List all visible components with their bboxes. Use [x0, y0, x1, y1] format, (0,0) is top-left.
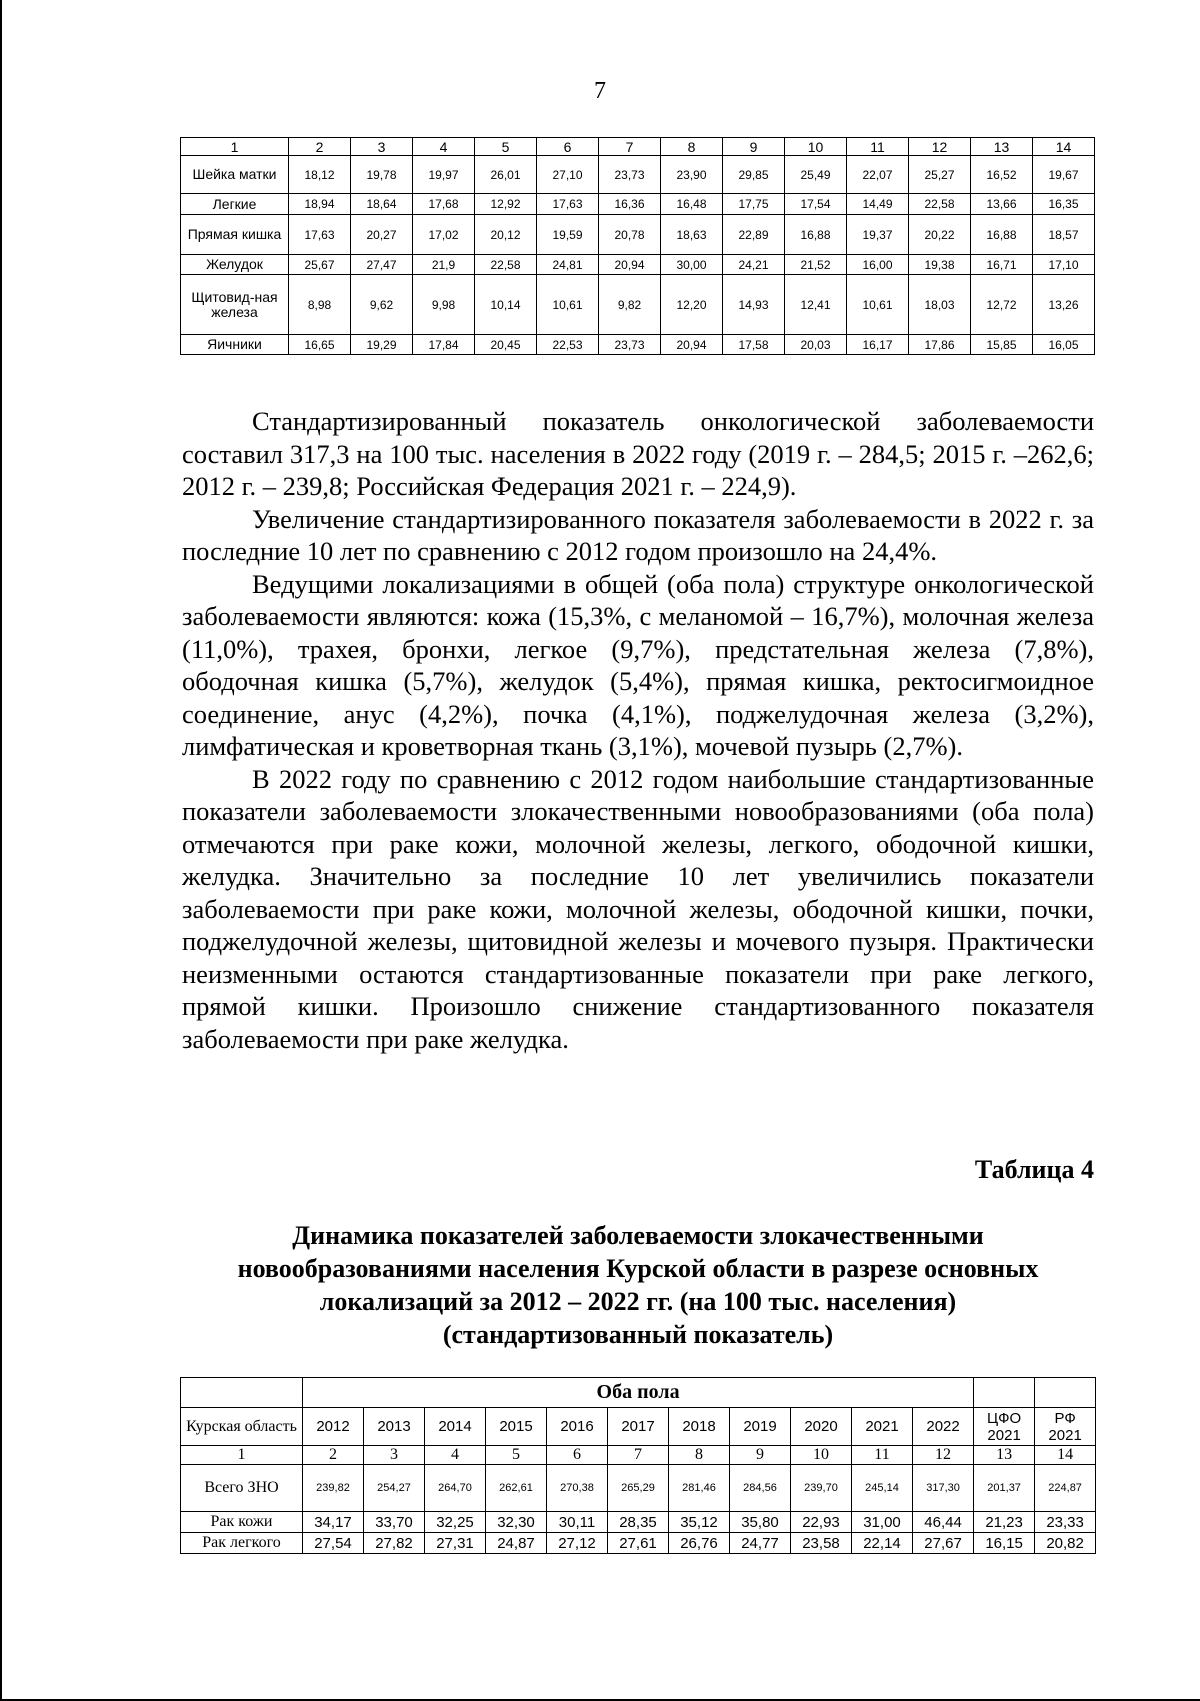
table-row: Всего ЗНО 239,82 254,27 264,70 262,61 270,38 265,29 281,46 284,56 239,70 245,14 317,30 201,37 224,87: [181, 1465, 1096, 1512]
table-row: Желудок 25,67 27,47 21,9 22,58 24,81 20,94 30,00 24,21 21,52 16,00 19,38 16,71 17,10: [181, 255, 1095, 275]
table-4: [180, 1377, 1096, 1554]
table-3-continuation: [180, 137, 1095, 355]
group-header: Оба пола: [303, 1378, 974, 1408]
row-label: Рак легкого: [181, 1533, 303, 1554]
paragraph: Стандартизированный показатель онкологической заболеваемости составил 317,3 на 100 тыс. населения в 2022 году (2019 г. – 284,5; 2015 г. –262,6; 2012 г. – 239,8; Российская Федерация 2021 г. – 224,9).: [182, 406, 1094, 501]
region-label: Курская область: [181, 1408, 303, 1446]
table-4-year-row: Курская область 2012 2013 2014 2015 2016 2017 2018 2019 2020 2021 2022 ЦФО 2021 РФ 2021: [181, 1408, 1096, 1446]
row-label: Яичники: [181, 335, 289, 355]
table-row: Рак легкого 27,54 27,82 27,31 24,87 27,12 27,61 26,76 24,77 23,58 22,14 27,67 16,15 20,82: [181, 1533, 1096, 1554]
table-row: Прямая кишка 17,63 20,27 17,02 20,12 19,59 20,78 18,63 22,89 16,88 19,37 20,22 16,88 18,57: [181, 215, 1095, 255]
table-4-title: Динамика показателей заболеваемости злокачественными новообразованиями населения Курской области в разрезе основных локализаций за 2012 – 2022 гг. (на 100 тыс. населения) (стандартизованный показатель): [237, 1221, 1039, 1349]
table-row: Шейка матки 18,12 19,78 19,97 26,01 27,10 23,73 23,90 29,85 25,49 22,07 25,27 16,52 19,67: [181, 156, 1095, 194]
row-label: Рак кожи: [181, 1512, 303, 1533]
table-row: Легкие 18,94 18,64 17,68 12,92 17,63 16,36 16,48 17,75 17,54 14,49 22,58 13,66 16,35: [181, 194, 1095, 215]
table-row: Яичники 16,65 19,29 17,84 20,45 22,53 23,73 20,94 17,58 20,03 16,17 17,86 15,85 16,05: [181, 335, 1095, 355]
table-row: Щитовид-ная железа 8,98 9,62 9,98 10,14 10,61 9,82 12,20 14,93 12,41 10,61 18,03 12,72 13,26: [181, 275, 1095, 335]
cfo-header: ЦФО 2021: [974, 1408, 1035, 1446]
body-text: [182, 405, 1094, 1055]
table-4-index-row: 1 2 3 4 5 6 7 8 9 10 11 12 13 14: [181, 1446, 1096, 1465]
row-label: Шейка матки: [181, 156, 289, 194]
paragraph: Увеличение стандартизированного показателя заболеваемости в 2022 г. за последние 10 лет по сравнению с 2012 годом произошло на 24,4%.: [182, 503, 1094, 566]
row-label: Всего ЗНО: [181, 1465, 303, 1512]
table-4-caption: Таблица 4: [974, 1155, 1094, 1184]
paragraph: Ведущими локализациями в общей (оба пола) структуре онкологической заболеваемости являются: кожа (15,3%, с меланомой – 16,7%), молочная железа (11,0%), трахея, бронхи, легкое (9,7%), предстательная железа (7,8%), ободочная кишка (5,7%), желудок (5,4%), прямая кишка, ректосигмоидное соединение, анус (4,2%), почка (4,1%), поджелудочная железа (3,2%), лимфатическая и кроветворная ткань (3,1%), мочевой пузырь (2,7%).: [182, 568, 1094, 761]
row-label: Желудок: [181, 255, 289, 275]
rf-header: РФ 2021: [1035, 1408, 1096, 1446]
row-label: Щитовид-ная железа: [181, 275, 289, 335]
table-4-group-header-row: [181, 1378, 1096, 1408]
row-label: Прямая кишка: [181, 215, 289, 255]
page-number: 7: [594, 78, 606, 104]
table-3-index-row: 1 2 3 4 5 6 7 8 9 10 11 12 13 14: [181, 138, 1095, 156]
paragraph: В 2022 году по сравнению с 2012 годом наибольшие стандартизованные показатели заболеваемости злокачественными новообразованиями (оба пола) отмечаются при раке кожи, молочной железы, легкого, ободочной кишки, желудка. Значительно за последние 10 лет увеличились показатели заболеваемости при раке кожи, молочной железы, ободочной кишки, почки, поджелудочной железы, щитовидной железы и мочевого пузыря. Практически неизменными остаются стандартизованные показатели при раке легкого, прямой кишки. Произошло снижение стандартизованного показателя заболеваемости при раке желудка.: [182, 763, 1094, 1054]
table-row: Рак кожи 34,17 33,70 32,25 32,30 30,11 28,35 35,12 35,80 22,93 31,00 46,44 21,23 23,33: [181, 1512, 1096, 1533]
row-label: Легкие: [181, 194, 289, 215]
